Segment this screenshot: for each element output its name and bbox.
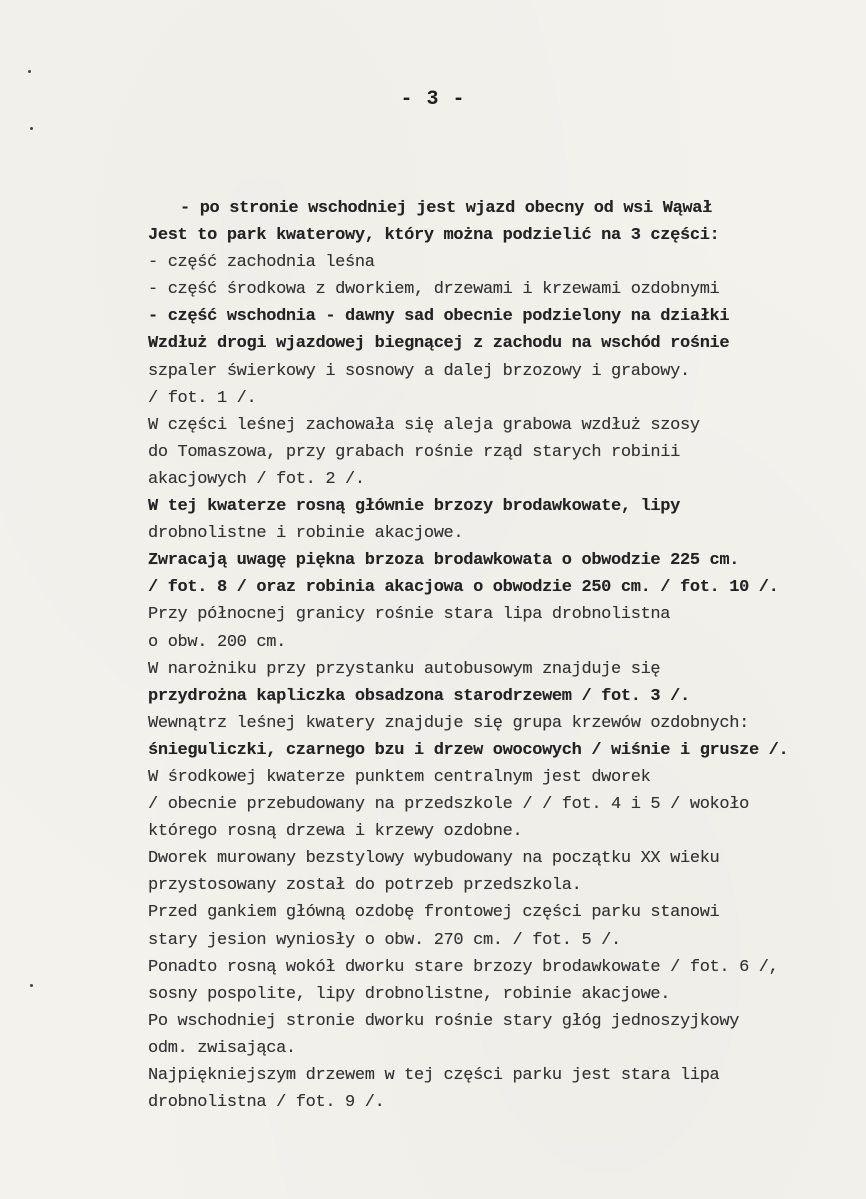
page-number: - 3 - [400,88,466,111]
text-line: W narożniku przy przystanku autobusowym znajduje się [148,659,661,679]
margin-dot [30,984,33,987]
text-line: Zwracają uwagę piękna brzoza brodawkowata o obwodzie 225 cm. [148,551,740,571]
text-line: drobnolistne i robinie akacjowe. [148,524,464,544]
text-line: Po wschodniej stronie dworku rośnie stary głóg jednoszyjkowy [148,1011,740,1031]
text-line: W części leśnej zachowała się aleja grabowa wzdłuż szosy [148,415,700,435]
text-line: drobnolistna / fot. 9 /. [148,1093,385,1113]
text-line: stary jesion wyniosły o obw. 270 cm. / fot. 5 /. [148,930,621,950]
text-line: W tej kwaterze rosną głównie brzozy brodawkowate, lipy [148,497,680,517]
margin-dot [28,70,31,73]
text-line: Najpiękniejszym drzewem w tej części parku jest stara lipa [148,1066,720,1085]
text-line: / obecnie przebudowany na przedszkole / / fot. 4 i 5 / wokoło [148,795,749,815]
text-line: odm. zwisająca. [148,1038,296,1058]
text-line: / fot. 8 / oraz robinia akacjowa o obwodzie 250 cm. / fot. 10 /. [148,578,779,598]
text-line: którego rosną drzewa i krzewy ozdobne. [148,822,523,842]
text-line: o obw. 200 cm. [148,632,286,652]
text-line: Ponadto rosną wokół dworku stare brzozy brodawkowate / fot. 6 /, [148,957,779,977]
margin-dot [30,127,33,130]
text-line: przydrożna kapliczka obsadzona starodrzewem / fot. 3 /. [148,686,690,706]
text-line: sosny pospolite, lipy drobnolistne, robinie akacjowe. [148,984,671,1004]
text-line: - część środkowa z dworkiem, drzewami i krzewami ozdobnymi [148,280,720,300]
text-line: W środkowej kwaterze punktem centralnym jest dworek [148,767,651,787]
text-line: Dworek murowany bezstylowy wybudowany na początku XX wieku [148,849,720,869]
text-line: / fot. 1 /. [148,388,257,408]
text-line: Przed gankiem główną ozdobę frontowej części parku stanowi [148,903,720,923]
text-line: Jest to park kwaterowy, który można podzielić na 3 części: [148,226,720,246]
document-body [148,195,848,1116]
text-line: do Tomaszowa, przy grabach rośnie rząd starych robinii [148,442,680,462]
text-line: przystosowany został do potrzeb przedszkola. [148,876,582,896]
text-line: Wzdłuż drogi wjazdowej biegnącej z zachodu na wschód rośnie [148,334,730,354]
text-line: - po stronie wschodniej jest wjazd obecny od wsi Wąwał [180,199,712,218]
text-line: akacjowych / fot. 2 /. [148,469,365,489]
text-line: - część zachodnia leśna [148,253,375,273]
text-line: - część wschodnia - dawny sad obecnie podzielony na działki [148,307,730,327]
text-line: Przy północnej granicy rośnie stara lipa drobnolistna [148,605,671,625]
text-line: śnieguliczki, czarnego bzu i drzew owocowych / wiśnie i grusze /. [148,740,789,760]
text-line: Wewnątrz leśnej kwatery znajduje się grupa krzewów ozdobnych: [148,713,749,733]
text-line: szpaler świerkowy i sosnowy a dalej brzozowy i grabowy. [148,361,690,381]
